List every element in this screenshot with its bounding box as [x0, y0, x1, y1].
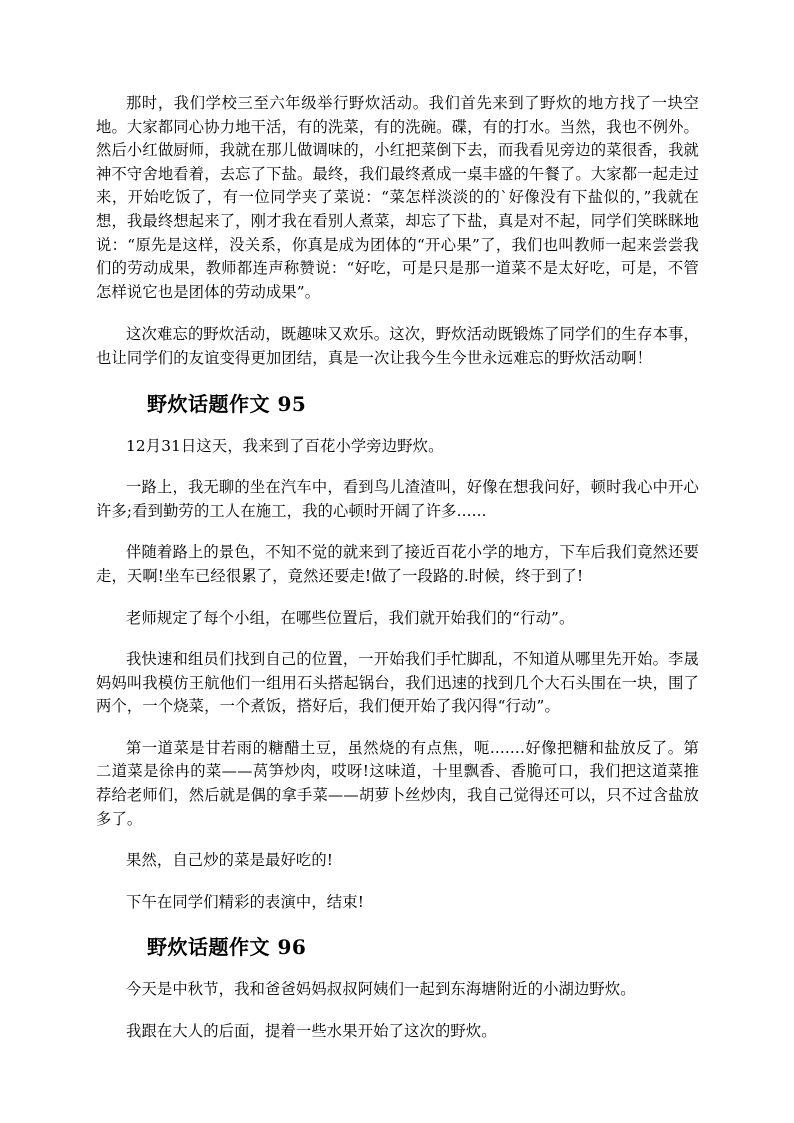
paragraph-afternoon-end: 下午在同学们精彩的表演中，结束!	[126, 892, 365, 911]
paragraph-memorable-picnic: 这次难忘的野炊活动，既趣味又欢乐。这次，野炊活动既锻炼了同学们的生存本事，也让同学们的友谊变得更加团结，真是一次让我今生今世永远难忘的野炊活动啊！	[96, 325, 699, 367]
paragraph-dec-31: 12月31日这天，我来到了百花小学旁边野炊。	[126, 436, 444, 455]
paragraph-teacher-rules: 老师规定了每个小组，在哪些位置后，我们就开始我们的“行动”。	[126, 608, 575, 627]
paragraph-picnic-activity: 那时，我们学校三至六年级举行野炊活动。我们首先来到了野炊的地方找了一块空地。大家都同心协力地干活，有的洗菜，有的洗碗。碟，有的打水。当然，我也不例外。然后小红做厨师，我就在那儿做调味的，小红把菜倒下去，而我看见旁边的菜很香，我就神不守舍地看着，去忘了下盐。最终，我们最终煮成一桌丰盛的午餐了。大家都一起走过来，开始吃饭了，有一位同学夹了菜说：“菜怎样淡淡的的`好像没有下盐似的，”我就在想，我最终想起来了，刚才我在看别人煮菜，却忘了下盐，真是对不起，同学们笑眯眯地说：“原先是这样，没关系，你真是成为团体的“开心果”了，我们也叫教师一起来尝尝我们的劳动成果，教师都连声称赞说：“好吃，可是只是那一道菜不是太好吃，可是，不管怎样说它也是团体的劳动成果”。	[96, 94, 699, 301]
paragraph-arrival: 伴随着路上的景色，不知不觉的就来到了接近百花小学的地方，下车后我们竟然还要走，天啊!坐车已经很累了，竟然还要走!做了一段路的.时候，终于到了!	[96, 543, 699, 585]
paragraph-dishes: 第一道菜是甘若雨的糖醋土豆，虽然烧的有点焦，呃.......好像把糖和盐放反了。第二道菜是徐冉的菜——莴笋炒肉，哎呀!这味道，十里飘香、香脆可口，我们把这道菜推荐给老师们，然后就是偶的拿手菜——胡萝卜丝炒肉，我自己觉得还可以，只不过含盐放多了。	[96, 738, 699, 828]
heading-essay-96: 野炊话题作文 96	[147, 935, 307, 960]
paragraph-tasty: 果然，自己炒的菜是最好吃的!	[126, 851, 334, 870]
document-page	[96, 92, 699, 1044]
paragraph-bus-ride: 一路上，我无聊的坐在汽车中，看到鸟儿渣渣叫，好像在想我问好，顿时我心中开心许多;看到勤劳的工人在施工，我的心顿时开阔了许多......	[96, 478, 699, 520]
paragraph-stove-building: 我快速和组员们找到自己的位置，一开始我们手忙脚乱，不知道从哪里先开始。李晟妈妈叫我模仿王航他们一组用石头搭起锅台，我们迅速的找到几个大石头围在一块，围了两个，一个烧菜，一个煮饭，搭好后，我们便开始了我闪得“行动”。	[96, 650, 699, 716]
heading-essay-95: 野炊话题作文 95	[147, 391, 307, 416]
paragraph-following-adults: 我跟在大人的后面，提着一些水果开始了这次的野炊。	[126, 1022, 497, 1041]
paragraph-mid-autumn: 今天是中秋节，我和爸爸妈妈叔叔阿姨们一起到东海塘附近的小湖边野炊。	[126, 980, 636, 999]
